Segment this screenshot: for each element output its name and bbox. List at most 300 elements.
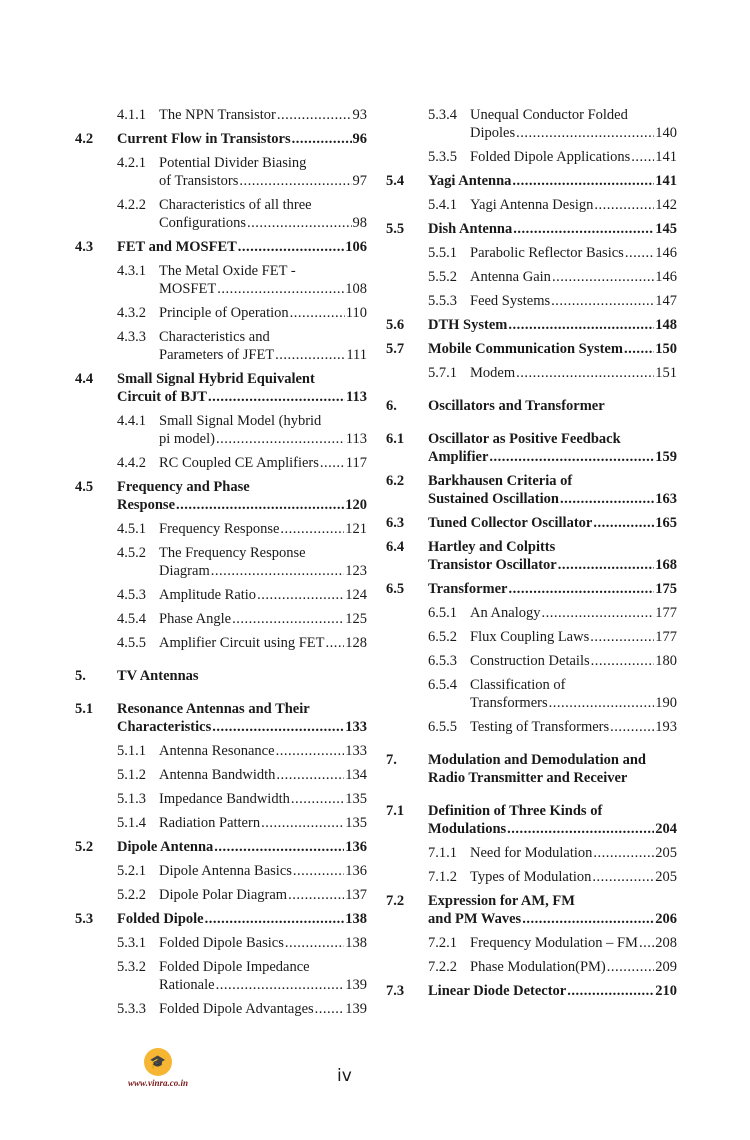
toc-entry-title: Parabolic Reflector Basics <box>470 245 624 261</box>
toc-entry-title: Modulation and Demodulation and Radio Transmitter and Receiver <box>428 752 646 786</box>
toc-subsection-entry[interactable] <box>386 868 677 886</box>
toc-entry-number: 4.5.4 <box>117 611 146 627</box>
toc-section-entry[interactable] <box>75 130 367 148</box>
toc-subsection-entry[interactable] <box>386 268 677 286</box>
dot-leader <box>624 340 654 358</box>
dot-leader <box>277 106 352 124</box>
toc-subsection-entry[interactable] <box>75 586 367 604</box>
toc-entry-number: 4.3 <box>75 239 94 255</box>
toc-subsection-entry[interactable] <box>386 676 677 712</box>
toc-entry-body <box>428 982 677 1000</box>
toc-section-entry[interactable] <box>386 172 677 190</box>
toc-entry-title: Modulations <box>428 821 507 837</box>
toc-entry-title: Characteristics <box>117 719 212 735</box>
toc-page-number: 142 <box>655 197 677 213</box>
dot-leader <box>208 388 345 406</box>
toc-subsection-entry[interactable] <box>75 1000 367 1018</box>
toc-entry-number: 6.5.2 <box>428 629 457 645</box>
toc-section-entry[interactable] <box>386 430 677 466</box>
toc-entry-title: Phase Modulation(PM) <box>470 959 606 975</box>
toc-page-number: 151 <box>655 365 677 381</box>
logo-url: www.vinra.co.in <box>128 1078 188 1088</box>
toc-page-number: 205 <box>655 845 677 861</box>
toc-entry-title: Transformer <box>428 581 508 597</box>
toc-section-entry[interactable] <box>386 538 677 574</box>
toc-entry-line <box>428 172 677 190</box>
toc-page-number: 137 <box>345 887 367 903</box>
toc-entry-title: Yagi Antenna Design <box>470 197 594 213</box>
toc-subsection-entry[interactable] <box>75 412 367 448</box>
toc-section-entry[interactable] <box>386 514 677 532</box>
toc-entry-title: Linear Diode Detector <box>428 983 567 999</box>
toc-subsection-entry[interactable] <box>75 154 367 190</box>
toc-entry-title: Folded Dipole Impedance <box>159 959 310 975</box>
toc-entry-title: Rationale <box>159 977 215 993</box>
dot-leader <box>625 244 654 262</box>
toc-entry-line <box>428 316 677 334</box>
toc-subsection-entry[interactable] <box>75 262 367 298</box>
toc-section-entry[interactable] <box>386 580 677 598</box>
dot-leader <box>280 520 344 538</box>
toc-entry-body <box>428 397 677 415</box>
toc-entry-line <box>470 844 677 862</box>
toc-entry-title: Oscillator as Positive Feedback <box>428 431 621 447</box>
toc-entry-body <box>117 130 367 148</box>
dot-leader <box>508 316 654 334</box>
toc-page-number: 96 <box>352 131 367 147</box>
toc-page-number: 120 <box>345 497 367 513</box>
dot-leader <box>567 982 654 1000</box>
toc-entry-body <box>159 862 367 880</box>
toc-entry-title: Dipole Antenna <box>117 839 214 855</box>
toc-section-entry[interactable] <box>386 340 677 358</box>
toc-entry-body <box>428 340 677 358</box>
toc-entry-number: 7.2.1 <box>428 935 457 951</box>
toc-entry-number: 6.4 <box>386 539 405 555</box>
toc-entry-number: 4.2.2 <box>117 197 146 213</box>
toc-subsection-entry[interactable] <box>75 544 367 580</box>
toc-entry-line <box>470 268 677 286</box>
toc-entry-line <box>428 340 677 358</box>
toc-page-number: 204 <box>655 821 677 837</box>
toc-entry-number: 6.5.4 <box>428 677 457 693</box>
toc-entry-line <box>470 868 677 886</box>
dot-leader <box>261 814 344 832</box>
toc-entry-line <box>470 292 677 310</box>
toc-entry-body <box>470 364 677 382</box>
toc-page-number: 110 <box>345 305 367 321</box>
toc-entry-line <box>159 790 367 808</box>
toc-entry-title: and PM Waves <box>428 911 522 927</box>
toc-section-entry[interactable] <box>386 982 677 1000</box>
toc-entry-number: 4.3.2 <box>117 305 146 321</box>
dot-leader <box>276 742 345 760</box>
toc-entry-number: 4.3.1 <box>117 263 146 279</box>
toc-page-number: 93 <box>352 107 367 123</box>
toc-entry-number: 5.5.1 <box>428 245 457 261</box>
toc-entry-number: 4.5 <box>75 479 94 495</box>
toc-section-entry[interactable] <box>386 892 677 928</box>
toc-entry-line <box>159 172 367 190</box>
toc-entry-number: 6.3 <box>386 515 405 531</box>
toc-entry-title: Frequency and Phase <box>117 479 250 495</box>
toc-entry-title: Circuit of BJT <box>117 389 207 405</box>
toc-subsection-entry[interactable] <box>75 886 367 904</box>
toc-entry-title: Antenna Bandwidth <box>159 767 276 783</box>
toc-entry-line <box>159 214 367 232</box>
toc-subsection-entry[interactable] <box>386 718 677 736</box>
toc-subsection-entry[interactable] <box>386 244 677 262</box>
dot-leader <box>247 214 352 232</box>
toc-page-number: 205 <box>655 869 677 885</box>
toc-subsection-entry[interactable] <box>75 304 367 322</box>
toc-subsection-entry[interactable] <box>75 862 367 880</box>
toc-entry-title: Small Signal Model (hybrid <box>159 413 322 429</box>
toc-subsection-entry[interactable] <box>75 328 367 364</box>
toc-entry-body <box>470 868 677 886</box>
dot-leader <box>591 652 655 670</box>
toc-entry-body <box>470 292 677 310</box>
toc-entry-line <box>470 604 677 622</box>
toc-section-entry[interactable] <box>386 802 677 838</box>
toc-page-number: 163 <box>655 491 677 507</box>
toc-entry-body <box>117 838 367 856</box>
toc-entry-number: 5.3.4 <box>428 107 457 123</box>
toc-entry-body <box>428 751 677 787</box>
toc-left-column <box>75 106 367 1024</box>
dot-leader <box>549 694 655 712</box>
toc-entry-line <box>470 124 677 142</box>
toc-entry-title: Antenna Gain <box>470 269 551 285</box>
toc-page-number: 147 <box>655 293 677 309</box>
toc-entry-body <box>470 676 677 712</box>
toc-entry-title: Frequency Modulation – FM <box>470 935 638 951</box>
toc-subsection-entry[interactable] <box>386 934 677 952</box>
toc-entry-body <box>159 958 367 994</box>
toc-section-entry[interactable] <box>386 220 677 238</box>
toc-entry-line <box>159 766 367 784</box>
toc-entry-body <box>470 958 677 976</box>
toc-page-number: 97 <box>352 173 367 189</box>
toc-subsection-entry[interactable] <box>75 766 367 784</box>
toc-entry-number: 7.1.2 <box>428 869 457 885</box>
toc-subsection-entry[interactable] <box>386 106 677 142</box>
toc-section-entry[interactable] <box>75 238 367 256</box>
dot-leader <box>631 148 654 166</box>
toc-entry-body <box>470 604 677 622</box>
toc-subsection-entry[interactable] <box>386 844 677 862</box>
toc-entry-number: 5.3.1 <box>117 935 146 951</box>
toc-entry-body <box>428 172 677 190</box>
toc-page-number: 180 <box>655 653 677 669</box>
toc-entry-title: MOSFET <box>159 281 217 297</box>
toc-entry-line <box>470 148 677 166</box>
toc-entry-number: 5.2.1 <box>117 863 146 879</box>
toc-entry-line <box>428 556 677 574</box>
toc-subsection-entry[interactable] <box>386 148 677 166</box>
toc-page-number: 113 <box>346 389 367 405</box>
toc-entry-title: Dipole Polar Diagram <box>159 887 288 903</box>
toc-entry-title: Antenna Resonance <box>159 743 275 759</box>
toc-section-entry[interactable] <box>386 472 677 508</box>
toc-entry-title: The Metal Oxide FET - <box>159 263 296 279</box>
toc-entry-body <box>159 586 367 604</box>
dot-leader <box>513 220 654 238</box>
toc-page-number: 209 <box>655 959 677 975</box>
toc-entry-body <box>159 610 367 628</box>
toc-entry-title: Radiation Pattern <box>159 815 261 831</box>
toc-entry-title: pi model) <box>159 431 215 447</box>
toc-entry-line <box>159 634 367 652</box>
toc-page-number: 135 <box>345 791 367 807</box>
toc-entry-line <box>159 520 367 538</box>
toc-entry-body <box>428 472 677 508</box>
toc-entry-number: 7. <box>386 752 397 768</box>
toc-entry-line <box>470 934 677 952</box>
toc-page-number: 133 <box>345 719 367 735</box>
toc-entry-line <box>428 820 677 838</box>
dot-leader <box>610 718 654 736</box>
toc-entry-line <box>428 982 677 1000</box>
toc-entry-body <box>159 886 367 904</box>
toc-page-number: 133 <box>345 743 367 759</box>
toc-entry-line <box>159 976 367 994</box>
dot-leader <box>285 934 344 952</box>
toc-subsection-entry[interactable] <box>386 652 677 670</box>
toc-entry-line <box>159 106 367 124</box>
toc-chapter-heading[interactable] <box>386 397 677 415</box>
toc-subsection-entry[interactable] <box>75 610 367 628</box>
toc-subsection-entry[interactable] <box>386 364 677 382</box>
toc-subsection-entry[interactable] <box>75 106 367 124</box>
toc-subsection-entry[interactable] <box>386 628 677 646</box>
toc-chapter-heading[interactable] <box>75 667 367 685</box>
dot-leader <box>211 562 345 580</box>
toc-entry-title: Mobile Communication System <box>428 341 623 357</box>
toc-entry-body <box>428 316 677 334</box>
dot-leader <box>560 490 654 508</box>
toc-entry-number: 5.1 <box>75 701 94 717</box>
toc-entry-title: Barkhausen Criteria of <box>428 473 573 489</box>
toc-entry-number: 4.5.3 <box>117 587 146 603</box>
toc-entry-title: Impedance Bandwidth <box>159 791 290 807</box>
toc-entry-title: Phase Angle <box>159 611 232 627</box>
toc-entry-body <box>428 892 677 928</box>
toc-entry-body <box>428 802 677 838</box>
toc-entry-number: 5. <box>75 668 86 684</box>
toc-entry-number: 5.1.4 <box>117 815 146 831</box>
dot-leader <box>607 958 655 976</box>
toc-subsection-entry[interactable] <box>75 814 367 832</box>
toc-entry-title: Testing of Transformers <box>470 719 610 735</box>
toc-entry-body <box>470 844 677 862</box>
toc-entry-line <box>428 490 677 508</box>
toc-entry-line <box>159 304 367 322</box>
toc-entry-title: Expression for AM, FM <box>428 893 575 909</box>
toc-entry-body <box>470 148 677 166</box>
toc-entry-line <box>428 220 677 238</box>
toc-entry-line <box>470 196 677 214</box>
toc-section-entry[interactable] <box>75 478 367 514</box>
toc-entry-title: Response <box>117 497 176 513</box>
toc-right-column <box>386 106 677 1006</box>
toc-entry-title: Oscillators and Transformer <box>428 398 605 414</box>
toc-entry-title: An Analogy <box>470 605 541 621</box>
toc-entry-body <box>159 454 367 472</box>
toc-entry-title: Transformers <box>470 695 548 711</box>
toc-subsection-entry[interactable] <box>75 520 367 538</box>
toc-page-number: 121 <box>345 521 367 537</box>
toc-entry-body <box>159 196 367 232</box>
toc-subsection-entry[interactable] <box>75 934 367 952</box>
toc-entry-number: 5.3 <box>75 911 94 927</box>
toc-entry-body <box>159 328 367 364</box>
dot-leader <box>214 838 344 856</box>
toc-entry-number: 7.2 <box>386 893 405 909</box>
toc-entry-line <box>159 1000 367 1018</box>
toc-subsection-entry[interactable] <box>75 634 367 652</box>
toc-entry-line <box>117 496 367 514</box>
toc-entry-body <box>159 742 367 760</box>
toc-entry-number: 5.3.3 <box>117 1001 146 1017</box>
dot-leader <box>639 934 654 952</box>
toc-entry-title: RC Coupled CE Amplifiers <box>159 455 319 471</box>
toc-entry-title: Parameters of JFET <box>159 347 275 363</box>
toc-section-entry[interactable] <box>386 316 677 334</box>
toc-page-number: 124 <box>345 587 367 603</box>
toc-entry-line <box>159 886 367 904</box>
toc-page-number: 98 <box>352 215 367 231</box>
toc-entry-body <box>117 478 367 514</box>
toc-entry-body <box>428 538 677 574</box>
toc-chapter-heading[interactable] <box>386 751 677 787</box>
dot-leader <box>239 172 351 190</box>
toc-entry-body <box>159 766 367 784</box>
toc-entry-title: Small Signal Hybrid Equivalent <box>117 371 315 387</box>
toc-entry-number: 5.3.2 <box>117 959 146 975</box>
toc-section-entry[interactable] <box>75 370 367 406</box>
toc-entry-body <box>428 220 677 238</box>
toc-section-entry[interactable] <box>75 910 367 928</box>
toc-page-number: 108 <box>345 281 367 297</box>
toc-entry-number: 4.3.3 <box>117 329 146 345</box>
toc-entry-title: Characteristics of all three <box>159 197 312 213</box>
dot-leader <box>516 364 654 382</box>
toc-entry-title: Classification of <box>470 677 566 693</box>
toc-entry-body <box>159 790 367 808</box>
toc-page-number: 111 <box>346 347 367 363</box>
dot-leader <box>291 790 344 808</box>
toc-entry-line <box>159 430 367 448</box>
toc-page-number: 136 <box>345 863 367 879</box>
toc-page-number: 165 <box>655 515 677 531</box>
graduation-cap-icon: 🎓 <box>144 1048 172 1076</box>
toc-subsection-entry[interactable] <box>386 196 677 214</box>
toc-entry-number: 5.1.3 <box>117 791 146 807</box>
toc-page-number: 117 <box>345 455 367 471</box>
toc-subsection-entry[interactable] <box>75 790 367 808</box>
dot-leader <box>176 496 344 514</box>
toc-entry-number: 6.5.3 <box>428 653 457 669</box>
toc-entry-number: 5.5 <box>386 221 405 237</box>
toc-page-number: 106 <box>345 239 367 255</box>
toc-subsection-entry[interactable] <box>386 604 677 622</box>
dot-leader <box>592 868 654 886</box>
toc-entry-line <box>117 130 367 148</box>
toc-entry-number: 5.4 <box>386 173 405 189</box>
toc-entry-title: Dish Antenna <box>428 221 513 237</box>
dot-leader <box>516 124 654 142</box>
dot-leader <box>238 238 344 256</box>
toc-page-number: 125 <box>345 611 367 627</box>
toc-entry-number: 4.4.1 <box>117 413 146 429</box>
toc-page-number: 123 <box>345 563 367 579</box>
toc-entry-line <box>470 244 677 262</box>
toc-entry-number: 5.1.1 <box>117 743 146 759</box>
dot-leader <box>593 844 654 862</box>
toc-entry-line <box>428 910 677 928</box>
toc-entry-body <box>159 1000 367 1018</box>
toc-page-number: 159 <box>655 449 677 465</box>
toc-subsection-entry[interactable] <box>386 958 677 976</box>
toc-entry-title: Folded Dipole <box>117 911 204 927</box>
toc-subsection-entry[interactable] <box>75 454 367 472</box>
dot-leader <box>512 172 654 190</box>
toc-page-number: 177 <box>655 605 677 621</box>
toc-entry-title: Yagi Antenna <box>428 173 512 189</box>
dot-leader <box>320 454 345 472</box>
toc-subsection-entry[interactable] <box>75 958 367 994</box>
toc-entry-number: 4.5.2 <box>117 545 146 561</box>
toc-entry-title: DTH System <box>428 317 508 333</box>
toc-entry-body <box>159 262 367 298</box>
toc-entry-line <box>117 238 367 256</box>
toc-entry-number: 5.7.1 <box>428 365 457 381</box>
dot-leader <box>590 628 654 646</box>
dot-leader <box>552 268 654 286</box>
toc-entry-title: Folded Dipole Advantages <box>159 1001 314 1017</box>
toc-entry-line <box>159 742 367 760</box>
toc-entry-body <box>117 238 367 256</box>
dot-leader <box>212 718 344 736</box>
toc-entry-number: 5.5.2 <box>428 269 457 285</box>
toc-page-number: 139 <box>345 1001 367 1017</box>
toc-page-number: 138 <box>345 911 367 927</box>
toc-entry-body <box>470 934 677 952</box>
toc-section-entry[interactable] <box>75 700 367 736</box>
toc-subsection-entry[interactable] <box>386 292 677 310</box>
toc-section-entry[interactable] <box>75 838 367 856</box>
toc-entry-number: 5.1.2 <box>117 767 146 783</box>
toc-subsection-entry[interactable] <box>75 742 367 760</box>
toc-entry-title: Flux Coupling Laws <box>470 629 590 645</box>
toc-page-number: 175 <box>655 581 677 597</box>
toc-entry-line <box>159 610 367 628</box>
toc-entry-number: 5.3.5 <box>428 149 457 165</box>
toc-entry-body <box>428 514 677 532</box>
toc-entry-body <box>470 244 677 262</box>
toc-entry-line <box>470 652 677 670</box>
toc-entry-title: Diagram <box>159 563 210 579</box>
toc-entry-body <box>470 652 677 670</box>
toc-page-number: 141 <box>655 173 677 189</box>
dot-leader <box>257 586 344 604</box>
toc-subsection-entry[interactable] <box>75 196 367 232</box>
toc-entry-line <box>428 580 677 598</box>
toc-entry-title: Hartley and Colpitts <box>428 539 556 555</box>
toc-page-number: 208 <box>655 935 677 951</box>
dot-leader <box>541 604 654 622</box>
